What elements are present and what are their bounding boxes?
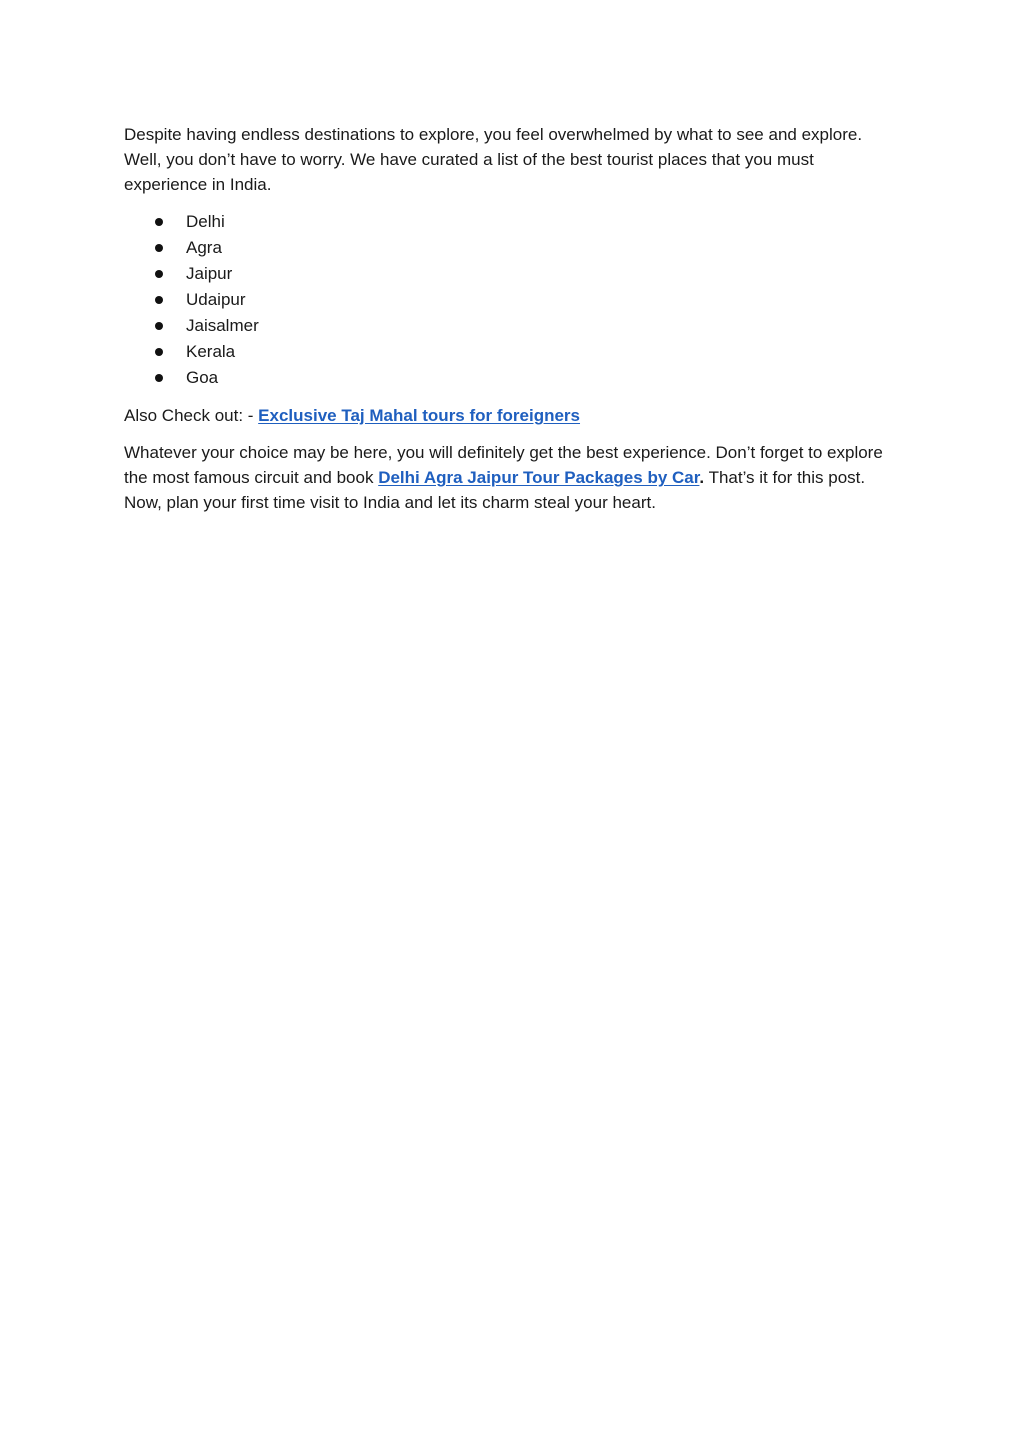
list-item (124, 235, 894, 261)
place-label: Delhi (186, 212, 225, 231)
bullet-icon (155, 270, 163, 278)
bullet-icon (155, 244, 163, 252)
bullet-icon (155, 348, 163, 356)
bullet-icon (155, 296, 163, 304)
closing-text-start: Whatever your choice may be here, you will definitely get the best experience. Don’t forget to explore the most famous circuit and book (124, 443, 883, 487)
bullet-icon (155, 218, 163, 226)
closing-text-end: That’s it for this post. Now, plan your first time visit to India and let its charm steal your heart. (124, 468, 866, 512)
place-label: Jaisalmer (186, 316, 259, 335)
closing-period: . (699, 468, 705, 487)
place-label: Goa (186, 368, 219, 387)
list-item (124, 313, 894, 339)
bullet-icon (155, 322, 163, 330)
tour-packages-link[interactable]: Delhi Agra Jaipur Tour Packages by Car (378, 468, 700, 487)
place-label: Agra (186, 238, 222, 257)
place-label: Jaipur (186, 264, 233, 283)
document-page (124, 122, 894, 515)
also-check-prefix: Also Check out: - (124, 406, 259, 425)
place-label: Kerala (186, 342, 236, 361)
list-item (124, 339, 894, 365)
also-check-paragraph (124, 403, 894, 428)
closing-paragraph (124, 440, 894, 515)
list-item (124, 365, 894, 391)
list-item (124, 287, 894, 313)
list-item (124, 209, 894, 235)
list-item (124, 261, 894, 287)
places-list (124, 209, 894, 391)
place-label: Udaipur (186, 290, 246, 309)
bullet-icon (155, 374, 163, 382)
taj-mahal-tours-link[interactable]: Exclusive Taj Mahal tours for foreigners (258, 406, 581, 425)
intro-paragraph: Despite having endless destinations to explore, you feel overwhelmed by what to see and explore. Well, you don’t have to worry. We have curated a list of the best tourist places that you must experience in India. (124, 125, 863, 194)
